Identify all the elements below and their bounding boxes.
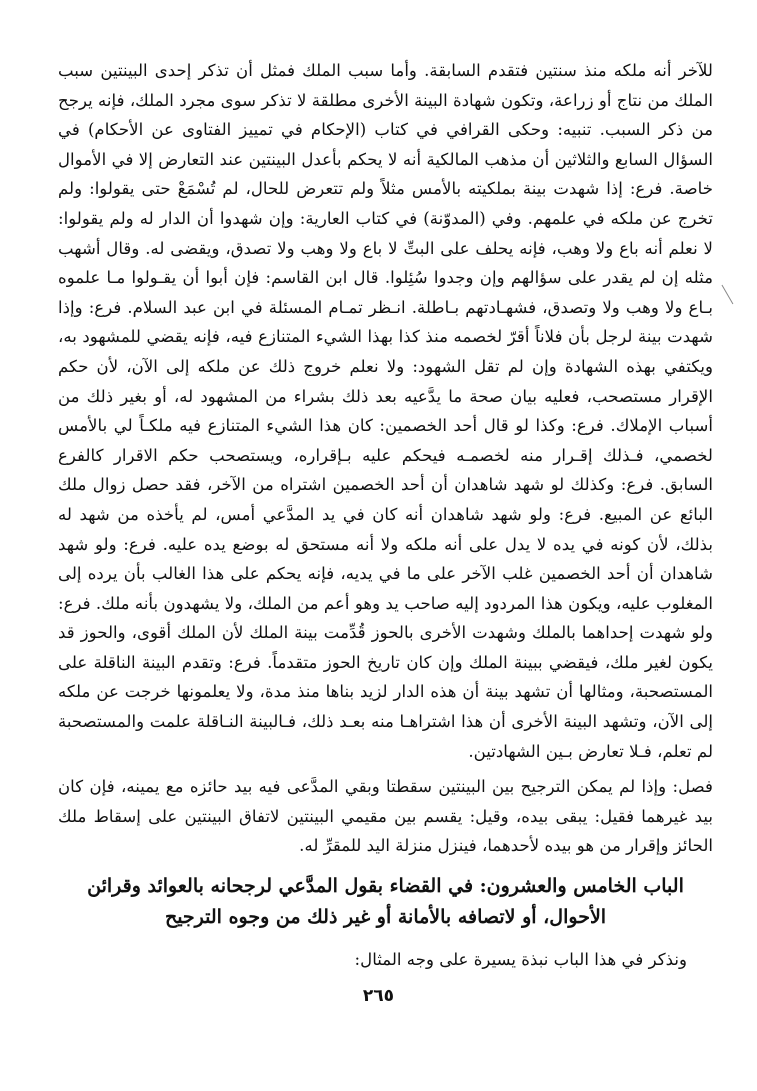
chapter-heading: الباب الخامس والعشرون: في القضاء بقول المدَّعي لرجحانه بالعوائد وقرائن الأحوال، أو لاتصافه بالأمانة أو غير ذلك من وجوه الترجيح [87, 875, 684, 929]
paragraph-main-text: للآخر أنه ملكه منذ سنتين فتقدم السابقة. وأما سبب الملك فمثل أن تذكر إحدى البينتين سبب الملك من نتاج أو زراعة، وتكون شهادة البينة الأخرى مطلقة لا تذكر سوى مجرد الملك، فإنه يرجح من ذكر السبب. تنبيه: وحكى القرافي في كتاب (الإحكام في تمييز الفتاوى عن الأحكام) في السؤال السابع والثلاثين أن مذهب المالكية أنه لا يحكم بأعدل البينتين عند التعارض إلا في الأموال خاصة. فرع: إذا شهدت بينة بملكيته بالأمس مثلاً ولم تتعرض للحال، لم تُسْمَعْ حتى يقولوا: ولم تخرج عن ملكه في علمهم. وفي (المدوّنة) في كتاب العارية: وإن شهدوا أن الدار له ولم يقولوا: لا نعلم أنه باع ولا وهب، فإنه يحلف على البتِّ لا باع ولا وهب ولا تصدق، ويقضى له. وقال أشهب مثله إن لم يقدر على سؤالهم وإن وجدوا سُئِلوا. قال ابن القاسم: فإن أبوا أن يقـولوا مـا علموه بـاع ولا وهب ولا وتصدق، فشهـادتهم بـاطلة. انـظر تمـام المسئلة في ابن عبد السلام. فرع: وإذا شهدت بينة لرجل بأن فلاناً أقرّ لخصمه منذ كذا بهذا الشيء المتنازع فيه، فإنه يقضي للمشهود به، ويكتفي بهذه الشهادة وإن لم تقل الشهود: ولا نعلم خروج ذلك عن ملكه إلى الآن، لأن حكم الإقرار مستصحب، فعليه بيان صحة ما يدَّعيه بعد ذلك بشراء من المشهود له، أو بغير ذلك من أسباب الإملاك. فرع: وكذا لو قال أحد الخصمين: كان هذا الشيء المتنازع فيه ملكـاً لي بالأمس لخصمي، فـذلك إقـرار منه لخصمـه فيحكم عليه بـإقراره، ويستصحب حكم الاقرار كالفرع السابق. فرع: وكذلك لو شهد شاهدان أن أحد الخصمين اشتراه من الآخر، فقد حصل زوال ملك البائع عن المبيع. فرع: ولو شهد شاهدان أنه كان في يد المدَّعي أمس، لم يأخذه من شهد له بذلك، لأن كونه في يده لا يدل على أنه ملكه ولا أنه مستحق له بوضع يده عليه. فرع: ولو شهد شاهدان أن أحد الخصمين غلب الآخر على ما في يديه، فإنه يحكم على هذا الغالب بأن يرده إلى المغلوب عليه، ويكون هذا المردود إليه صاحب يد وهو أعم من الملك، ولا يشهدون بأنه ملك. فرع: ولو شهدت إحداهما بالملك وشهدت الأخرى بالحوز قُدِّمت بينة الملك لأن الملك أقوى، والحوز قد يكون لغير ملك، فيقضي ببينة الملك وإن كان تاريخ الحوز متقدماً. فرع: وتقدم البينة الناقلة على المستصحبة، ومثالها أن تشهد بينة أن هذه الدار لزيد بناها منذ مدة، ولا يعلمونها خرجت عن ملكه إلى الآن، وتشهد البينة الأخرى أن هذا اشتراهـا منه بعـد ذلك، فـالبينة النـاقلة علمت والمستصحبة لم تعلم، فـلا تعارض بـين الشهادتين. [58, 61, 713, 761]
chapter-intro-line: ونذكر في هذا الباب نبذة يسيرة على وجه المثال: [354, 950, 687, 970]
paragraph-fasl: فصل: وإذا لم يمكن الترجيح بين البينتين سقطتا وبقي المدَّعى فيه بيد حائزه مع يمينه، فإن كان بيد غيرهما فقيل: يبقى بيده، وقيل: يقسم بين مقيمي البينتين لاتفاق البينتين على إسقاط ملك الحائز وإقرار من هو بيده لأحدهما، فينزل منزلة اليد للمقرِّ له. [58, 777, 713, 856]
document-page [58, 56, 713, 1071]
page-number: ٢٦٥ [362, 986, 395, 1006]
margin-pen-mark [722, 278, 746, 305]
